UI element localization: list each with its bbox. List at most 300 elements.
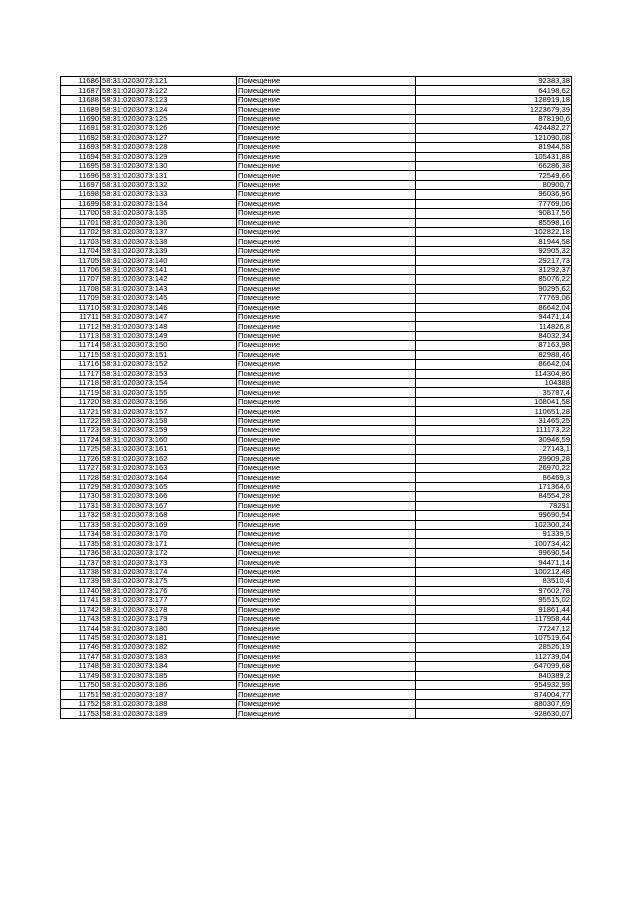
object-type-cell: Помещение (237, 265, 416, 274)
row-number-cell: 11725 (61, 445, 101, 454)
cadastral-number-cell: 58:31:0203073:131 (101, 171, 237, 180)
cadastral-number-cell: 58:31:0203073:137 (101, 228, 237, 237)
object-type-cell: Помещение (237, 492, 416, 501)
table-row (61, 482, 572, 491)
object-type-cell: Помещение (237, 294, 416, 303)
table-row (61, 530, 572, 539)
object-type-cell: Помещение (237, 426, 416, 435)
cadastral-value-cell: 26970,22 (416, 463, 572, 472)
cadastral-number-cell: 58:31:0203073:127 (101, 133, 237, 142)
table-row (61, 426, 572, 435)
cadastral-value-cell: 86642,04 (416, 360, 572, 369)
row-number-cell: 11719 (61, 388, 101, 397)
object-type-cell: Помещение (237, 614, 416, 623)
row-number-cell: 11700 (61, 209, 101, 218)
row-number-cell: 11702 (61, 228, 101, 237)
cadastral-value-cell: 105431,88 (416, 152, 572, 161)
cadastral-value-cell: 94471,14 (416, 312, 572, 321)
cadastral-number-cell: 58:31:0203073:189 (101, 709, 237, 718)
cadastral-value-cell: 100734,42 (416, 539, 572, 548)
cadastral-value-cell: 86469,3 (416, 473, 572, 482)
row-number-cell: 11701 (61, 218, 101, 227)
table-row (61, 662, 572, 671)
object-type-cell: Помещение (237, 143, 416, 152)
object-type-cell: Помещение (237, 171, 416, 180)
row-number-cell: 11705 (61, 256, 101, 265)
cadastral-value-cell: 81944,58 (416, 237, 572, 246)
object-type-cell: Помещение (237, 360, 416, 369)
table-row (61, 284, 572, 293)
cadastral-value-cell: 112739,04 (416, 652, 572, 661)
object-type-cell: Помещение (237, 237, 416, 246)
cadastral-number-cell: 58:31:0203073:149 (101, 331, 237, 340)
cadastral-value-cell: 954932,99 (416, 681, 572, 690)
object-type-cell: Помещение (237, 152, 416, 161)
cadastral-number-cell: 58:31:0203073:150 (101, 341, 237, 350)
cadastral-number-cell: 58:31:0203073:134 (101, 199, 237, 208)
table-row (61, 77, 572, 86)
cadastral-number-cell: 58:31:0203073:143 (101, 284, 237, 293)
object-type-cell: Помещение (237, 501, 416, 510)
cadastral-number-cell: 58:31:0203073:165 (101, 482, 237, 491)
cadastral-number-cell: 58:31:0203073:188 (101, 699, 237, 708)
cadastral-number-cell: 58:31:0203073:156 (101, 397, 237, 406)
cadastral-number-cell: 58:31:0203073:182 (101, 643, 237, 652)
cadastral-number-cell: 58:31:0203073:168 (101, 511, 237, 520)
table-row (61, 303, 572, 312)
cadastral-value-cell: 110651,28 (416, 407, 572, 416)
cadastral-number-cell: 58:31:0203073:162 (101, 454, 237, 463)
object-type-cell: Помещение (237, 558, 416, 567)
cadastral-number-cell: 58:31:0203073:184 (101, 662, 237, 671)
table-row (61, 416, 572, 425)
table-row (61, 95, 572, 104)
object-type-cell: Помещение (237, 246, 416, 255)
row-number-cell: 11740 (61, 586, 101, 595)
object-type-cell: Помещение (237, 596, 416, 605)
object-type-cell: Помещение (237, 379, 416, 388)
cadastral-number-cell: 58:31:0203073:122 (101, 86, 237, 95)
cadastral-number-cell: 58:31:0203073:161 (101, 445, 237, 454)
row-number-cell: 11690 (61, 114, 101, 123)
cadastral-value-cell: 82988,46 (416, 350, 572, 359)
cadastral-value-cell: 92383,38 (416, 77, 572, 86)
table-row (61, 558, 572, 567)
table-row (61, 218, 572, 227)
object-type-cell: Помещение (237, 407, 416, 416)
cadastral-value-cell: 117958,44 (416, 614, 572, 623)
object-type-cell: Помещение (237, 681, 416, 690)
object-type-cell: Помещение (237, 435, 416, 444)
table-row (61, 105, 572, 114)
cadastral-value-cell: 121090,08 (416, 133, 572, 142)
cadastral-number-cell: 58:31:0203073:121 (101, 77, 237, 86)
row-number-cell: 11687 (61, 86, 101, 95)
row-number-cell: 11703 (61, 237, 101, 246)
cadastral-number-cell: 58:31:0203073:145 (101, 294, 237, 303)
cadastral-value-cell: 880307,69 (416, 699, 572, 708)
row-number-cell: 11724 (61, 435, 101, 444)
row-number-cell: 11699 (61, 199, 101, 208)
table-row (61, 690, 572, 699)
cadastral-value-cell: 102300,24 (416, 520, 572, 529)
cadastral-value-cell: 31465,25 (416, 416, 572, 425)
table-row (61, 643, 572, 652)
table-row (61, 124, 572, 133)
cadastral-number-cell: 58:31:0203073:171 (101, 539, 237, 548)
cadastral-value-cell: 84032,34 (416, 331, 572, 340)
table-row (61, 699, 572, 708)
table-row (61, 256, 572, 265)
table-row (61, 161, 572, 170)
cadastral-number-cell: 58:31:0203073:153 (101, 369, 237, 378)
table-row (61, 171, 572, 180)
cadastral-value-cell: 100212,48 (416, 567, 572, 576)
table-row (61, 312, 572, 321)
cadastral-value-cell: 27143,1 (416, 445, 572, 454)
object-type-cell: Помещение (237, 209, 416, 218)
cadastral-number-cell: 58:31:0203073:155 (101, 388, 237, 397)
table-row (61, 501, 572, 510)
row-number-cell: 11717 (61, 369, 101, 378)
object-type-cell: Помещение (237, 520, 416, 529)
cadastral-value-cell: 78291 (416, 501, 572, 510)
cadastral-number-cell: 58:31:0203073:151 (101, 350, 237, 359)
cadastral-value-cell: 99690,54 (416, 511, 572, 520)
row-number-cell: 11728 (61, 473, 101, 482)
table-row (61, 624, 572, 633)
row-number-cell: 11713 (61, 331, 101, 340)
row-number-cell: 11718 (61, 379, 101, 388)
row-number-cell: 11746 (61, 643, 101, 652)
cadastral-number-cell: 58:31:0203073:130 (101, 161, 237, 170)
table-row (61, 190, 572, 199)
table-row (61, 596, 572, 605)
cadastral-value-table (60, 76, 572, 719)
row-number-cell: 11727 (61, 463, 101, 472)
cadastral-number-cell: 58:31:0203073:159 (101, 426, 237, 435)
cadastral-number-cell: 58:31:0203073:169 (101, 520, 237, 529)
cadastral-number-cell: 58:31:0203073:139 (101, 246, 237, 255)
cadastral-value-cell: 111173,22 (416, 426, 572, 435)
cadastral-number-cell: 58:31:0203073:125 (101, 114, 237, 123)
object-type-cell: Помещение (237, 161, 416, 170)
cadastral-number-cell: 58:31:0203073:163 (101, 463, 237, 472)
row-number-cell: 11722 (61, 416, 101, 425)
object-type-cell: Помещение (237, 652, 416, 661)
table-row (61, 397, 572, 406)
object-type-cell: Помещение (237, 199, 416, 208)
row-number-cell: 11733 (61, 520, 101, 529)
cadastral-value-cell: 86642,04 (416, 303, 572, 312)
cadastral-value-cell: 97602,78 (416, 586, 572, 595)
row-number-cell: 11745 (61, 633, 101, 642)
table-row (61, 114, 572, 123)
object-type-cell: Помещение (237, 482, 416, 491)
row-number-cell: 11752 (61, 699, 101, 708)
row-number-cell: 11744 (61, 624, 101, 633)
cadastral-value-cell: 29217,73 (416, 256, 572, 265)
cadastral-value-cell: 96036,96 (416, 190, 572, 199)
row-number-cell: 11695 (61, 161, 101, 170)
table-row (61, 152, 572, 161)
cadastral-number-cell: 58:31:0203073:152 (101, 360, 237, 369)
cadastral-number-cell: 58:31:0203073:185 (101, 671, 237, 680)
table-row (61, 379, 572, 388)
object-type-cell: Помещение (237, 228, 416, 237)
row-number-cell: 11694 (61, 152, 101, 161)
cadastral-number-cell: 58:31:0203073:135 (101, 209, 237, 218)
cadastral-number-cell: 58:31:0203073:178 (101, 605, 237, 614)
row-number-cell: 11710 (61, 303, 101, 312)
object-type-cell: Помещение (237, 473, 416, 482)
cadastral-value-cell: 878190,6 (416, 114, 572, 123)
cadastral-number-cell: 58:31:0203073:175 (101, 577, 237, 586)
row-number-cell: 11696 (61, 171, 101, 180)
cadastral-number-cell: 58:31:0203073:180 (101, 624, 237, 633)
cadastral-value-cell: 35787,4 (416, 388, 572, 397)
row-number-cell: 11753 (61, 709, 101, 718)
object-type-cell: Помещение (237, 275, 416, 284)
object-type-cell: Помещение (237, 463, 416, 472)
object-type-cell: Помещение (237, 671, 416, 680)
cadastral-value-cell: 91861,44 (416, 605, 572, 614)
row-number-cell: 11712 (61, 322, 101, 331)
cadastral-number-cell: 58:31:0203073:181 (101, 633, 237, 642)
cadastral-value-cell: 91339,5 (416, 530, 572, 539)
cadastral-number-cell: 58:31:0203073:170 (101, 530, 237, 539)
cadastral-number-cell: 58:31:0203073:123 (101, 95, 237, 104)
cadastral-number-cell: 58:31:0203073:158 (101, 416, 237, 425)
table-row (61, 180, 572, 189)
table-row (61, 407, 572, 416)
object-type-cell: Помещение (237, 567, 416, 576)
table-row (61, 671, 572, 680)
cadastral-value-cell: 80900,7 (416, 180, 572, 189)
table-row (61, 369, 572, 378)
cadastral-value-cell: 840389,2 (416, 671, 572, 680)
table-row (61, 265, 572, 274)
row-number-cell: 11734 (61, 530, 101, 539)
object-type-cell: Помещение (237, 643, 416, 652)
cadastral-number-cell: 58:31:0203073:128 (101, 143, 237, 152)
object-type-cell: Помещение (237, 690, 416, 699)
cadastral-value-cell: 84554,28 (416, 492, 572, 501)
table-row (61, 435, 572, 444)
cadastral-value-cell: 128919,18 (416, 95, 572, 104)
cadastral-value-cell: 99690,54 (416, 548, 572, 557)
cadastral-value-cell: 85598,16 (416, 218, 572, 227)
table-row (61, 275, 572, 284)
row-number-cell: 11747 (61, 652, 101, 661)
table-row (61, 331, 572, 340)
object-type-cell: Помещение (237, 180, 416, 189)
cadastral-number-cell: 58:31:0203073:166 (101, 492, 237, 501)
row-number-cell: 11738 (61, 567, 101, 576)
cadastral-number-cell: 58:31:0203073:186 (101, 681, 237, 690)
cadastral-value-cell: 1223679,39 (416, 105, 572, 114)
object-type-cell: Помещение (237, 312, 416, 321)
object-type-cell: Помещение (237, 511, 416, 520)
table-row (61, 548, 572, 557)
cadastral-value-cell: 104388 (416, 379, 572, 388)
cadastral-value-cell: 102822,18 (416, 228, 572, 237)
cadastral-value-cell: 94471,14 (416, 558, 572, 567)
object-type-cell: Помещение (237, 331, 416, 340)
cadastral-value-cell: 77769,06 (416, 294, 572, 303)
cadastral-value-cell: 874004,77 (416, 690, 572, 699)
row-number-cell: 11726 (61, 454, 101, 463)
table-row (61, 652, 572, 661)
cadastral-value-cell: 85076,22 (416, 275, 572, 284)
table-body (61, 77, 572, 719)
cadastral-number-cell: 58:31:0203073:164 (101, 473, 237, 482)
object-type-cell: Помещение (237, 303, 416, 312)
object-type-cell: Помещение (237, 624, 416, 633)
table-row (61, 143, 572, 152)
object-type-cell: Помещение (237, 709, 416, 718)
cadastral-number-cell: 58:31:0203073:177 (101, 596, 237, 605)
row-number-cell: 11711 (61, 312, 101, 321)
table-row (61, 228, 572, 237)
cadastral-number-cell: 58:31:0203073:179 (101, 614, 237, 623)
cadastral-number-cell: 58:31:0203073:133 (101, 190, 237, 199)
row-number-cell: 11707 (61, 275, 101, 284)
cadastral-value-cell: 31292,37 (416, 265, 572, 274)
cadastral-number-cell: 58:31:0203073:146 (101, 303, 237, 312)
table-row (61, 709, 572, 718)
table-row (61, 520, 572, 529)
object-type-cell: Помещение (237, 322, 416, 331)
object-type-cell: Помещение (237, 218, 416, 227)
object-type-cell: Помещение (237, 445, 416, 454)
object-type-cell: Помещение (237, 350, 416, 359)
cadastral-number-cell: 58:31:0203073:148 (101, 322, 237, 331)
table-row (61, 681, 572, 690)
object-type-cell: Помещение (237, 416, 416, 425)
table-row (61, 388, 572, 397)
row-number-cell: 11748 (61, 662, 101, 671)
cadastral-value-cell: 90817,56 (416, 209, 572, 218)
cadastral-value-cell: 66286,38 (416, 161, 572, 170)
object-type-cell: Помещение (237, 548, 416, 557)
row-number-cell: 11698 (61, 190, 101, 199)
cadastral-value-cell: 64198,62 (416, 86, 572, 95)
cadastral-number-cell: 58:31:0203073:174 (101, 567, 237, 576)
row-number-cell: 11714 (61, 341, 101, 350)
cadastral-value-cell: 171364,6 (416, 482, 572, 491)
object-type-cell: Помещение (237, 586, 416, 595)
row-number-cell: 11749 (61, 671, 101, 680)
cadastral-value-cell: 29909,28 (416, 454, 572, 463)
cadastral-value-cell: 108041,58 (416, 397, 572, 406)
table-row (61, 133, 572, 142)
cadastral-number-cell: 58:31:0203073:142 (101, 275, 237, 284)
cadastral-value-cell: 95515,02 (416, 596, 572, 605)
row-number-cell: 11737 (61, 558, 101, 567)
cadastral-value-cell: 647099,68 (416, 662, 572, 671)
cadastral-number-cell: 58:31:0203073:124 (101, 105, 237, 114)
cadastral-number-cell: 58:31:0203073:173 (101, 558, 237, 567)
table-row (61, 473, 572, 482)
table-row (61, 322, 572, 331)
object-type-cell: Помещение (237, 86, 416, 95)
cadastral-number-cell: 58:31:0203073:176 (101, 586, 237, 595)
table-row (61, 199, 572, 208)
cadastral-number-cell: 58:31:0203073:141 (101, 265, 237, 274)
cadastral-number-cell: 58:31:0203073:136 (101, 218, 237, 227)
object-type-cell: Помещение (237, 530, 416, 539)
cadastral-value-cell: 72549,66 (416, 171, 572, 180)
table-row (61, 633, 572, 642)
table-row (61, 86, 572, 95)
object-type-cell: Помещение (237, 397, 416, 406)
cadastral-number-cell: 58:31:0203073:183 (101, 652, 237, 661)
cadastral-value-cell: 928630,07 (416, 709, 572, 718)
cadastral-number-cell: 58:31:0203073:154 (101, 379, 237, 388)
cadastral-value-cell: 107519,64 (416, 633, 572, 642)
cadastral-value-cell: 81944,58 (416, 143, 572, 152)
row-number-cell: 11691 (61, 124, 101, 133)
object-type-cell: Помещение (237, 662, 416, 671)
row-number-cell: 11720 (61, 397, 101, 406)
cadastral-value-cell: 28526,19 (416, 643, 572, 652)
cadastral-value-cell: 90295,62 (416, 284, 572, 293)
row-number-cell: 11688 (61, 95, 101, 104)
table-row (61, 586, 572, 595)
row-number-cell: 11693 (61, 143, 101, 152)
object-type-cell: Помещение (237, 341, 416, 350)
object-type-cell: Помещение (237, 95, 416, 104)
object-type-cell: Помещение (237, 633, 416, 642)
row-number-cell: 11735 (61, 539, 101, 548)
table-row (61, 463, 572, 472)
object-type-cell: Помещение (237, 124, 416, 133)
table-row (61, 341, 572, 350)
table-row (61, 539, 572, 548)
cadastral-number-cell: 58:31:0203073:132 (101, 180, 237, 189)
object-type-cell: Помещение (237, 369, 416, 378)
cadastral-value-cell: 77247,12 (416, 624, 572, 633)
cadastral-number-cell: 58:31:0203073:129 (101, 152, 237, 161)
object-type-cell: Помещение (237, 539, 416, 548)
row-number-cell: 11721 (61, 407, 101, 416)
row-number-cell: 11736 (61, 548, 101, 557)
table-row (61, 350, 572, 359)
table-row (61, 577, 572, 586)
row-number-cell: 11689 (61, 105, 101, 114)
table-row (61, 294, 572, 303)
object-type-cell: Помещение (237, 114, 416, 123)
table-row (61, 511, 572, 520)
row-number-cell: 11706 (61, 265, 101, 274)
cadastral-number-cell: 58:31:0203073:167 (101, 501, 237, 510)
cadastral-number-cell: 58:31:0203073:147 (101, 312, 237, 321)
table-row (61, 614, 572, 623)
row-number-cell: 11716 (61, 360, 101, 369)
object-type-cell: Помещение (237, 454, 416, 463)
object-type-cell: Помещение (237, 577, 416, 586)
row-number-cell: 11715 (61, 350, 101, 359)
row-number-cell: 11731 (61, 501, 101, 510)
object-type-cell: Помещение (237, 77, 416, 86)
cadastral-number-cell: 58:31:0203073:160 (101, 435, 237, 444)
row-number-cell: 11686 (61, 77, 101, 86)
table-row (61, 237, 572, 246)
cadastral-value-cell: 30946,59 (416, 435, 572, 444)
cadastral-value-cell: 87163,98 (416, 341, 572, 350)
cadastral-number-cell: 58:31:0203073:172 (101, 548, 237, 557)
